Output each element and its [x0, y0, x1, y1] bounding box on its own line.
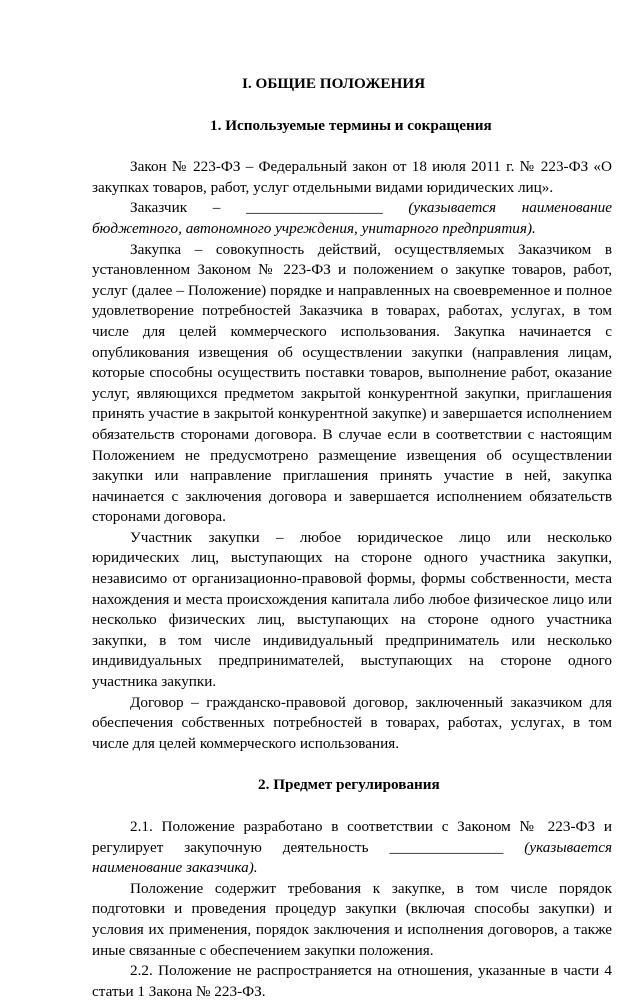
- paragraph-procurement-definition: Закупка – совокупность действий, осуществляемых Заказчиком в установленном Законом № 223-ФЗ и положением о закупке товаров, работ, услуг (далее – Положение) порядке и направленных на своевременное и полное удовлетворение потребностей Заказчика в товарах, работах, услугах, в том числе для целей коммерческого использования. Закупка начинается с опубликования извещения об осуществлении закупки (направления лицам, которые способны осуществить поставки товаров, выполнение работ, оказание услуг, являющихся предметом закрытой конкурентной закупки, приглашения принять участие в закрытой конкурентной закупке) и завершается исполнением обязательств сторонами договора. В случае если в соответствии с настоящим Положением не предусмотрено размещение извещения об осуществлении закупки или направление приглашения принять участие в ней, закупка начинается с заключения договора и завершается исполнением обязательств сторонами договора.: [92, 240, 612, 526]
- document-page: [92, 74, 612, 1002]
- paragraph-2-1-blank: _______________: [389, 838, 504, 856]
- paragraph-2-1: [92, 817, 612, 879]
- paragraph-2-2: 2.2. Положение не распространяется на отношения, указанные в части 4 статьи 1 Закона № 223-ФЗ.: [92, 962, 612, 1000]
- paragraph-contract-definition: Договор – гражданско-правовой договор, заключенный заказчиком для обеспечения собственных потребностей в товарах, работах, услугах, в том числе для целей коммерческого использования.: [92, 693, 612, 752]
- paragraph-regulation-content: Положение содержит требования к закупке, в том числе порядок подготовки и проведения процедур закупки (включая способы закупки) и условия их применения, порядок заключения и исполнения договоров, а также иные связанные с обеспечением закупки положения.: [92, 879, 612, 959]
- section-1-heading: 1. Используемые термины и сокращения: [210, 116, 492, 134]
- customer-italic-note: (указывается наименование бюджетного, автономного учреждения, унитарного предприятия).: [92, 199, 612, 237]
- section-2-heading: 2. Предмет регулирования: [258, 776, 440, 794]
- customer-lead: Заказчик –: [130, 199, 221, 217]
- document-title: I. ОБЩИЕ ПОЛОЖЕНИЯ: [242, 75, 426, 92]
- paragraph-participant-definition: Участник закупки – любое юридическое лицо или несколько юридических лиц, выступающих на стороне одного участника закупки, независимо от организационно-правовой формы, формы собственности, места нахождения и места происхождения капитала либо любое физическое лицо или несколько физических лиц, выступающих на стороне одного участника закупки, в том числе индивидуальный предприниматель или несколько индивидуальных предпринимателей, выступающих на стороне одного участника закупки.: [92, 528, 612, 691]
- paragraph-customer-definition: [92, 198, 612, 239]
- paragraph-2-1-italic-note: (указывается наименование заказчика).: [92, 838, 613, 877]
- paragraph-law-definition: Закон № 223-ФЗ – Федеральный закон от 18 июля 2011 г. № 223-ФЗ «О закупках товаров, работ, услуг отдельными видами юридических лиц».: [92, 158, 612, 196]
- paragraph-2-1-lead: 2.1. Положение разработано в соответствии с Законом № 223-ФЗ и регулирует закупочную деятельность: [92, 818, 612, 856]
- customer-blank: __________________: [246, 199, 383, 217]
